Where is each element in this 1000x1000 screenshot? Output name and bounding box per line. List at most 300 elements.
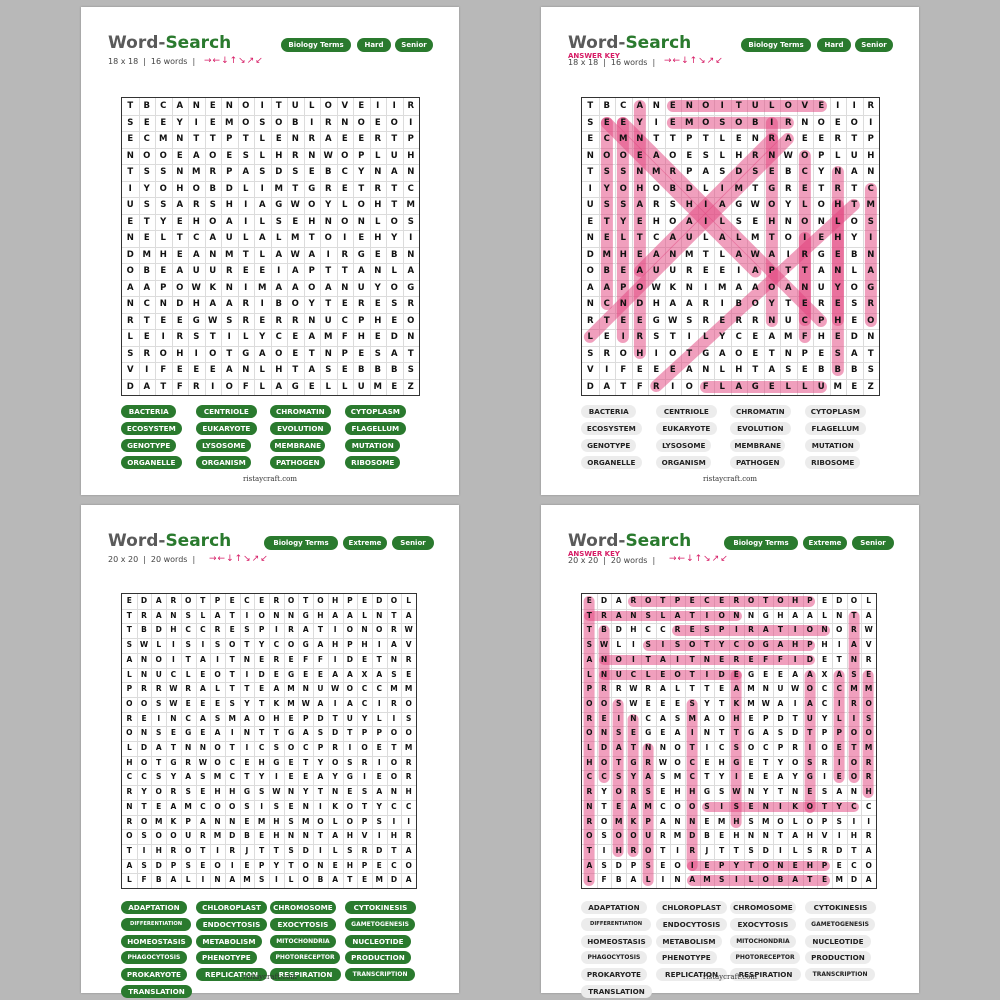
grid-letter[interactable]: M	[762, 816, 770, 826]
grid-letter[interactable]: O	[850, 216, 858, 227]
grid-letter[interactable]: O	[674, 801, 681, 811]
grid-letter[interactable]: E	[185, 698, 191, 708]
grid-letter[interactable]: A	[806, 698, 813, 708]
grid-letter[interactable]: L	[200, 610, 206, 620]
grid-letter[interactable]: A	[225, 299, 233, 309]
grid-letter[interactable]: A	[275, 381, 283, 392]
grid-letter[interactable]: U	[291, 101, 299, 111]
grid-letter[interactable]: W	[191, 282, 201, 293]
grid-letter[interactable]: T	[630, 743, 636, 752]
grid-letter[interactable]: E	[308, 381, 315, 392]
grid-letter[interactable]: A	[308, 332, 316, 342]
grid-letter[interactable]: E	[288, 801, 294, 811]
grid-letter[interactable]: I	[690, 860, 694, 870]
grid-letter[interactable]: I	[409, 117, 413, 128]
grid-letter[interactable]: O	[143, 150, 151, 161]
grid-letter[interactable]: E	[719, 684, 725, 694]
grid-letter[interactable]: T	[645, 654, 651, 664]
grid-letter[interactable]: O	[850, 117, 858, 128]
grid-letter[interactable]: O	[242, 101, 250, 111]
grid-letter[interactable]: P	[686, 167, 693, 177]
grid-letter[interactable]: I	[734, 875, 738, 885]
grid-letter[interactable]: R	[291, 150, 299, 161]
grid-letter[interactable]: I	[704, 282, 708, 293]
grid-letter[interactable]: D	[176, 299, 184, 309]
grid-letter[interactable]: O	[801, 150, 809, 161]
grid-letter[interactable]: A	[209, 299, 217, 309]
grid-letter[interactable]: E	[126, 596, 132, 605]
grid-letter[interactable]: H	[735, 150, 743, 161]
grid-letter[interactable]: R	[821, 757, 828, 767]
grid-letter[interactable]: E	[719, 654, 725, 664]
grid-letter[interactable]: O	[209, 348, 217, 359]
grid-letter[interactable]: O	[258, 713, 265, 723]
grid-letter[interactable]: T	[126, 610, 132, 620]
grid-letter[interactable]: R	[407, 101, 415, 111]
grid-letter[interactable]: L	[586, 669, 592, 679]
grid-letter[interactable]: E	[259, 831, 265, 841]
grid-letter[interactable]: E	[358, 233, 365, 243]
grid-letter[interactable]: A	[357, 266, 365, 276]
grid-letter[interactable]: H	[407, 150, 415, 161]
grid-letter[interactable]: L	[309, 101, 315, 111]
grid-letter[interactable]: O	[361, 743, 368, 752]
grid-letter[interactable]: R	[391, 698, 397, 708]
grid-letter[interactable]: L	[769, 101, 775, 111]
grid-letter[interactable]: A	[733, 684, 740, 694]
grid-letter[interactable]: E	[292, 332, 299, 342]
grid-letter[interactable]: S	[376, 816, 382, 826]
grid-letter[interactable]: Y	[601, 787, 607, 797]
grid-letter[interactable]: N	[376, 610, 383, 620]
grid-letter[interactable]: H	[685, 200, 693, 210]
grid-letter[interactable]: A	[346, 669, 353, 679]
grid-letter[interactable]: Y	[317, 757, 324, 767]
grid-letter[interactable]: T	[807, 875, 813, 885]
grid-letter[interactable]: R	[155, 684, 162, 694]
grid-letter[interactable]: S	[185, 787, 191, 797]
grid-letter[interactable]: S	[603, 167, 610, 177]
grid-letter[interactable]: E	[288, 654, 294, 664]
grid-letter[interactable]: E	[748, 801, 754, 811]
grid-letter[interactable]: Y	[303, 787, 309, 797]
grid-letter[interactable]: E	[259, 266, 266, 276]
grid-letter[interactable]: M	[390, 684, 398, 694]
grid-letter[interactable]: A	[792, 875, 799, 885]
grid-letter[interactable]: E	[586, 596, 592, 605]
grid-letter[interactable]: J	[705, 845, 709, 855]
grid-letter[interactable]: A	[836, 787, 843, 797]
grid-letter[interactable]: W	[169, 698, 178, 708]
grid-letter[interactable]: P	[317, 743, 324, 752]
grid-letter[interactable]: H	[630, 625, 637, 635]
grid-letter[interactable]: R	[645, 684, 652, 694]
grid-letter[interactable]: O	[324, 101, 332, 111]
grid-letter[interactable]: I	[244, 282, 248, 293]
grid-letter[interactable]: L	[587, 332, 593, 342]
grid-letter[interactable]: E	[229, 596, 235, 605]
grid-letter[interactable]: R	[685, 266, 693, 276]
grid-letter[interactable]: O	[718, 713, 725, 723]
grid-letter[interactable]: H	[170, 625, 177, 635]
grid-letter[interactable]: H	[275, 150, 283, 161]
grid-letter[interactable]: P	[258, 625, 265, 635]
grid-letter[interactable]: M	[688, 713, 696, 723]
grid-letter[interactable]: G	[867, 282, 875, 293]
grid-letter[interactable]: E	[200, 698, 206, 708]
grid-letter[interactable]: P	[407, 134, 414, 144]
grid-letter[interactable]: D	[689, 831, 696, 841]
grid-letter[interactable]: O	[176, 282, 184, 293]
grid-letter[interactable]: C	[620, 101, 627, 111]
grid-letter[interactable]: A	[332, 669, 339, 679]
grid-letter[interactable]: P	[361, 728, 368, 738]
grid-letter[interactable]: U	[390, 150, 398, 161]
grid-letter[interactable]: P	[630, 860, 637, 870]
grid-letter[interactable]: E	[818, 348, 825, 359]
grid-letter[interactable]: A	[302, 728, 309, 738]
grid-letter[interactable]: M	[717, 816, 726, 826]
grid-letter[interactable]: T	[669, 332, 676, 342]
grid-letter[interactable]: T	[325, 266, 332, 276]
grid-letter[interactable]: O	[762, 875, 769, 885]
grid-letter[interactable]: O	[806, 684, 814, 694]
grid-letter[interactable]: I	[602, 845, 606, 855]
grid-letter[interactable]: N	[636, 167, 644, 177]
grid-letter[interactable]: O	[155, 787, 162, 797]
grid-letter[interactable]: H	[273, 713, 280, 723]
grid-letter[interactable]: H	[817, 332, 825, 342]
grid-letter[interactable]: W	[323, 150, 333, 161]
grid-letter[interactable]: O	[586, 266, 594, 276]
grid-letter[interactable]: A	[199, 713, 206, 723]
grid-letter[interactable]: O	[689, 640, 696, 650]
grid-letter[interactable]: O	[308, 200, 316, 210]
grid-letter[interactable]: C	[867, 183, 874, 194]
grid-letter[interactable]: A	[777, 772, 784, 782]
grid-letter[interactable]: G	[287, 728, 295, 738]
grid-letter[interactable]: N	[702, 365, 710, 375]
grid-letter[interactable]: Y	[258, 640, 265, 650]
grid-letter[interactable]: C	[376, 684, 382, 694]
grid-letter[interactable]: O	[806, 625, 814, 635]
grid-letter[interactable]: R	[636, 332, 644, 342]
grid-letter[interactable]: C	[821, 698, 828, 708]
grid-letter[interactable]: E	[160, 266, 167, 276]
grid-letter[interactable]: H	[586, 757, 593, 767]
grid-letter[interactable]: O	[214, 801, 221, 811]
grid-letter[interactable]: A	[317, 772, 324, 782]
grid-letter[interactable]: E	[636, 249, 643, 260]
grid-letter[interactable]: O	[817, 117, 825, 128]
grid-letter[interactable]: R	[242, 315, 250, 326]
grid-letter[interactable]: E	[361, 654, 368, 664]
grid-letter[interactable]: T	[603, 216, 610, 227]
grid-letter[interactable]: T	[126, 845, 132, 855]
grid-letter[interactable]: O	[836, 625, 843, 635]
grid-letter[interactable]: O	[287, 640, 295, 650]
grid-letter[interactable]: B	[818, 365, 825, 375]
grid-letter[interactable]: C	[407, 183, 414, 194]
grid-letter[interactable]: A	[390, 348, 398, 359]
grid-letter[interactable]: I	[671, 381, 675, 392]
grid-letter[interactable]: O	[600, 757, 608, 767]
grid-letter[interactable]: E	[376, 772, 382, 782]
grid-letter[interactable]: I	[869, 233, 873, 243]
grid-letter[interactable]: O	[331, 757, 339, 767]
grid-letter[interactable]: O	[603, 150, 611, 161]
grid-letter[interactable]: E	[660, 787, 666, 797]
grid-letter[interactable]: I	[260, 183, 264, 194]
grid-letter[interactable]: E	[127, 216, 134, 227]
grid-letter[interactable]: I	[194, 348, 198, 359]
grid-letter[interactable]: R	[768, 134, 776, 144]
grid-letter[interactable]: I	[216, 845, 219, 855]
grid-letter[interactable]: E	[143, 117, 150, 128]
grid-letter[interactable]: S	[126, 640, 133, 650]
grid-letter[interactable]: C	[200, 625, 206, 635]
grid-letter[interactable]: K	[733, 698, 740, 708]
grid-letter[interactable]: N	[302, 801, 309, 811]
grid-letter[interactable]: N	[867, 332, 875, 342]
grid-letter[interactable]: O	[390, 216, 398, 227]
grid-letter[interactable]: V	[821, 831, 828, 841]
grid-letter[interactable]: A	[176, 266, 184, 276]
grid-letter[interactable]: S	[735, 216, 742, 227]
grid-letter[interactable]: S	[674, 640, 681, 650]
grid-letter[interactable]: N	[374, 266, 382, 276]
grid-letter[interactable]: E	[391, 381, 398, 392]
grid-letter[interactable]: A	[735, 381, 743, 392]
grid-letter[interactable]: I	[687, 332, 691, 342]
grid-letter[interactable]: S	[601, 860, 607, 870]
grid-letter[interactable]: R	[143, 348, 151, 359]
grid-letter[interactable]: O	[242, 117, 250, 128]
grid-letter[interactable]: T	[735, 101, 742, 111]
grid-letter[interactable]: R	[603, 348, 611, 359]
grid-letter[interactable]: A	[674, 610, 681, 620]
grid-letter[interactable]: I	[852, 101, 856, 111]
grid-letter[interactable]: I	[803, 233, 807, 243]
grid-letter[interactable]: O	[630, 831, 637, 841]
grid-letter[interactable]: M	[833, 381, 842, 392]
grid-letter[interactable]: T	[160, 381, 167, 392]
grid-letter[interactable]: C	[821, 684, 828, 694]
grid-letter[interactable]: P	[801, 348, 808, 359]
grid-letter[interactable]: F	[801, 332, 808, 342]
grid-letter[interactable]: O	[317, 816, 324, 826]
grid-letter[interactable]: Y	[259, 332, 266, 342]
grid-letter[interactable]: R	[630, 787, 637, 797]
grid-letter[interactable]: W	[198, 757, 207, 767]
grid-letter[interactable]: T	[229, 610, 235, 620]
grid-letter[interactable]: L	[719, 150, 725, 161]
grid-letter[interactable]: O	[155, 654, 162, 664]
grid-letter[interactable]: A	[685, 216, 693, 227]
grid-letter[interactable]: T	[586, 845, 592, 855]
grid-letter[interactable]: D	[229, 831, 236, 841]
grid-letter[interactable]: O	[308, 282, 316, 293]
grid-letter[interactable]: M	[652, 167, 661, 177]
grid-letter[interactable]: C	[660, 801, 666, 811]
grid-letter[interactable]: M	[375, 875, 383, 885]
grid-letter[interactable]: S	[288, 816, 294, 826]
grid-letter[interactable]: S	[718, 787, 725, 797]
grid-letter[interactable]: W	[668, 315, 678, 326]
grid-letter[interactable]: A	[603, 282, 611, 293]
grid-letter[interactable]: R	[291, 315, 299, 326]
grid-letter[interactable]: B	[669, 183, 676, 194]
grid-letter[interactable]: S	[288, 845, 294, 855]
grid-letter[interactable]: A	[659, 684, 666, 694]
grid-letter[interactable]: O	[615, 831, 622, 841]
grid-letter[interactable]: C	[275, 332, 282, 342]
grid-letter[interactable]: P	[170, 860, 177, 870]
grid-letter[interactable]: D	[777, 713, 784, 723]
grid-letter[interactable]: A	[836, 669, 843, 679]
grid-letter[interactable]: E	[259, 654, 265, 664]
grid-letter[interactable]: S	[777, 728, 784, 738]
grid-letter[interactable]: T	[229, 669, 235, 679]
grid-letter[interactable]: R	[601, 610, 607, 620]
grid-letter[interactable]: L	[792, 845, 798, 855]
grid-letter[interactable]: N	[170, 610, 177, 620]
grid-letter[interactable]: I	[333, 698, 337, 708]
grid-letter[interactable]: N	[762, 831, 769, 841]
grid-letter[interactable]: A	[170, 875, 177, 885]
grid-letter[interactable]: S	[214, 713, 221, 723]
grid-letter[interactable]: E	[719, 596, 725, 605]
grid-letter[interactable]: N	[586, 299, 594, 309]
grid-letter[interactable]: G	[762, 640, 769, 650]
grid-letter[interactable]: I	[407, 816, 411, 826]
grid-letter[interactable]: Z	[407, 381, 414, 392]
grid-letter[interactable]: I	[836, 101, 840, 111]
grid-letter[interactable]: C	[361, 684, 368, 694]
grid-letter[interactable]: R	[586, 816, 593, 826]
grid-letter[interactable]: N	[600, 669, 608, 679]
grid-letter[interactable]: M	[685, 117, 694, 128]
grid-letter[interactable]: A	[258, 348, 266, 359]
grid-letter[interactable]: C	[718, 743, 725, 752]
grid-letter[interactable]: N	[751, 134, 759, 144]
grid-letter[interactable]: M	[213, 772, 222, 782]
grid-letter[interactable]: C	[603, 299, 610, 309]
grid-letter[interactable]: D	[718, 669, 725, 679]
grid-letter[interactable]: G	[302, 610, 309, 620]
grid-letter[interactable]: R	[407, 299, 415, 309]
grid-letter[interactable]: C	[185, 625, 191, 635]
grid-letter[interactable]: C	[601, 772, 607, 782]
grid-letter[interactable]: Y	[358, 167, 365, 177]
grid-letter[interactable]: I	[172, 654, 175, 664]
grid-letter[interactable]: E	[660, 860, 666, 870]
grid-letter[interactable]: U	[225, 233, 233, 243]
grid-letter[interactable]: R	[361, 845, 368, 855]
grid-letter[interactable]: O	[806, 801, 814, 811]
grid-letter[interactable]: E	[347, 787, 353, 797]
grid-letter[interactable]: O	[586, 831, 593, 841]
grid-letter[interactable]: T	[193, 134, 200, 144]
grid-letter[interactable]: P	[586, 684, 593, 694]
grid-letter[interactable]: N	[669, 249, 677, 260]
grid-letter[interactable]: E	[308, 167, 315, 177]
grid-letter[interactable]: Y	[325, 200, 332, 210]
grid-letter[interactable]: G	[407, 282, 415, 293]
grid-letter[interactable]: N	[243, 654, 251, 664]
grid-letter[interactable]: I	[661, 640, 665, 650]
grid-letter[interactable]: D	[836, 596, 843, 605]
grid-letter[interactable]: R	[275, 315, 283, 326]
grid-letter[interactable]: P	[818, 315, 825, 326]
grid-letter[interactable]: E	[200, 728, 206, 738]
grid-letter[interactable]: D	[258, 669, 265, 679]
grid-letter[interactable]: O	[346, 801, 354, 811]
grid-letter[interactable]: H	[332, 640, 339, 650]
grid-letter[interactable]: E	[689, 596, 695, 605]
grid-letter[interactable]: I	[837, 698, 841, 708]
grid-letter[interactable]: N	[850, 787, 858, 797]
grid-letter[interactable]: S	[865, 713, 872, 723]
grid-letter[interactable]: S	[258, 875, 265, 885]
grid-letter[interactable]: S	[273, 801, 280, 811]
grid-letter[interactable]: N	[176, 134, 184, 144]
grid-letter[interactable]: H	[176, 348, 184, 359]
grid-letter[interactable]: O	[669, 348, 677, 359]
grid-letter[interactable]: E	[660, 698, 666, 708]
grid-letter[interactable]: A	[143, 282, 151, 293]
grid-letter[interactable]: E	[807, 787, 813, 797]
grid-letter[interactable]: T	[391, 134, 398, 144]
grid-letter[interactable]: A	[317, 640, 324, 650]
grid-letter[interactable]: L	[185, 669, 191, 679]
grid-letter[interactable]: T	[851, 845, 857, 855]
grid-letter[interactable]: E	[341, 134, 348, 144]
grid-letter[interactable]: P	[341, 348, 348, 359]
grid-letter[interactable]: S	[752, 167, 759, 177]
grid-letter[interactable]: I	[376, 101, 380, 111]
grid-letter[interactable]: E	[341, 299, 348, 309]
grid-letter[interactable]: I	[230, 860, 234, 870]
grid-letter[interactable]: C	[851, 801, 857, 811]
grid-letter[interactable]: O	[619, 183, 627, 194]
grid-letter[interactable]: T	[391, 610, 397, 620]
grid-letter[interactable]: T	[259, 845, 265, 855]
grid-letter[interactable]: A	[669, 299, 677, 309]
grid-letter[interactable]: D	[586, 249, 594, 260]
grid-letter[interactable]: A	[155, 743, 162, 752]
grid-letter[interactable]: A	[126, 282, 134, 293]
grid-letter[interactable]: S	[867, 365, 874, 375]
grid-letter[interactable]: H	[733, 831, 740, 841]
grid-letter[interactable]: O	[376, 625, 383, 635]
grid-letter[interactable]: E	[834, 117, 841, 128]
grid-letter[interactable]: O	[159, 183, 167, 194]
grid-letter[interactable]: K	[669, 282, 677, 293]
grid-letter[interactable]: I	[392, 816, 396, 826]
grid-letter[interactable]: T	[143, 216, 150, 227]
grid-letter[interactable]: S	[160, 167, 167, 177]
grid-letter[interactable]: C	[660, 625, 666, 635]
grid-letter[interactable]: R	[126, 315, 134, 326]
grid-letter[interactable]: R	[273, 654, 280, 664]
grid-letter[interactable]: O	[850, 282, 858, 293]
grid-letter[interactable]: O	[652, 183, 660, 194]
grid-letter[interactable]: E	[719, 831, 725, 841]
grid-letter[interactable]: T	[851, 183, 858, 194]
grid-letter[interactable]: S	[143, 167, 150, 177]
grid-letter[interactable]: E	[209, 365, 216, 375]
